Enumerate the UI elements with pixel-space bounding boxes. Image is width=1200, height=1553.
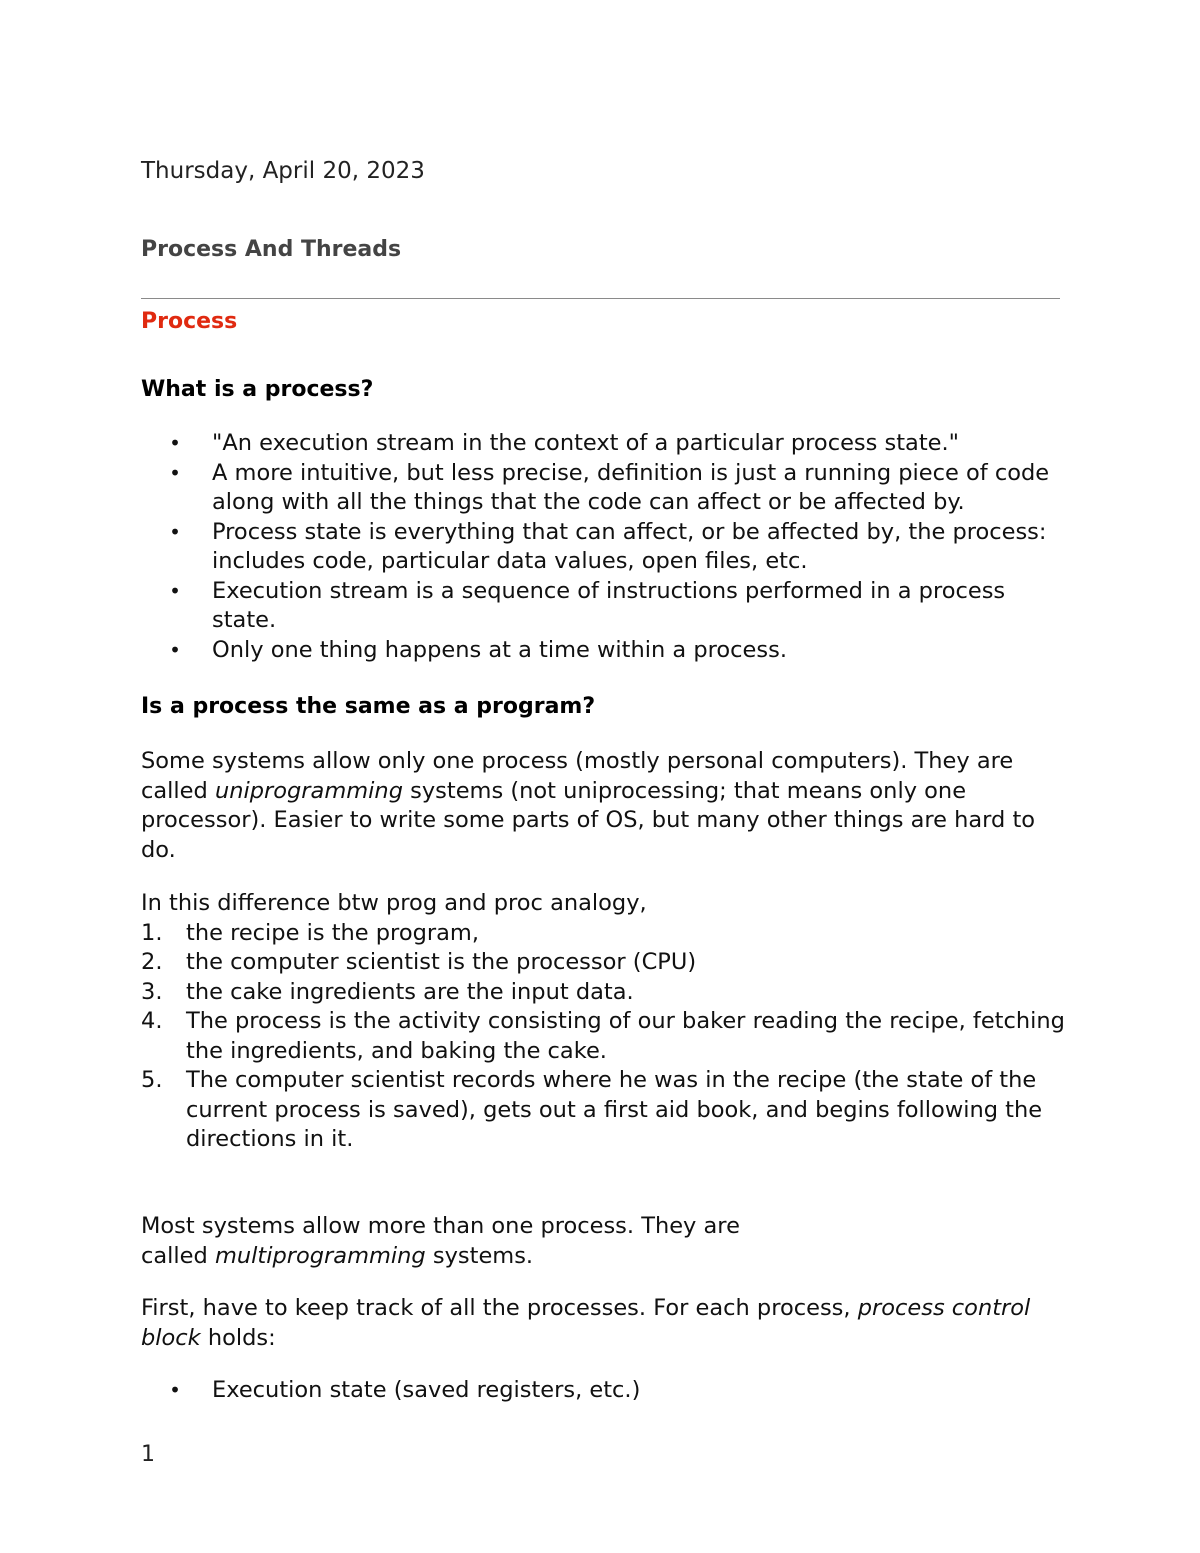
list-item (141, 919, 1071, 949)
list-item (141, 978, 1071, 1008)
list-number: 1. (141, 919, 163, 946)
title-divider (141, 298, 1060, 299)
paragraph-text: systems (not uniprocessing; that means only one processor). Easier to write some parts of OS, but many other things are hard to do. (141, 777, 1036, 863)
bullet-icon: • (169, 1378, 181, 1402)
paragraph-intro: In this difference btw prog and proc analogy, (141, 890, 647, 916)
paragraph-text: called (141, 1242, 215, 1269)
list-item-text: Process state is everything that can affect, or be affected by, the process: includes code, particular data values, open files, etc. (212, 518, 1047, 574)
emphasis-term: process control block (141, 1295, 1031, 1351)
list-item-text: Execution stream is a sequence of instructions performed in a process state. (212, 577, 1006, 633)
emphasis-term: multiprogramming (214, 1242, 426, 1269)
bullet-list-process-definition (141, 429, 1071, 665)
list-number: 5. (141, 1067, 163, 1093)
list-number: 4. (141, 1008, 163, 1034)
paragraph-multiprogramming (141, 1212, 1071, 1271)
paragraph-text: holds: (200, 1324, 276, 1351)
bullet-icon: • (169, 431, 181, 455)
page-title: Process And Threads (141, 237, 402, 262)
list-item (141, 577, 1071, 636)
list-number: 2. (141, 949, 163, 975)
list-item-text: the recipe is the program, (186, 919, 479, 946)
document-date: Thursday, April 20, 2023 (141, 158, 425, 184)
bullet-icon: • (169, 637, 181, 662)
question-what-is-process: What is a process? (141, 377, 374, 402)
list-item (141, 518, 1071, 577)
paragraph-text: systems. (425, 1242, 534, 1269)
analogy-section (141, 889, 1071, 1155)
list-item-text: The computer scientist records where he was in the recipe (the state of the current process is saved), gets out a first aid book, and begins following the directions in it. (186, 1067, 1043, 1152)
list-number: 3. (141, 978, 163, 1005)
list-item (141, 1066, 1071, 1155)
emphasis-term: uniprogramming (214, 777, 403, 804)
paragraph-process-control-block (141, 1294, 1071, 1353)
paragraph-text: First, have to keep track of all the processes. For each process, (141, 1295, 858, 1321)
bullet-icon: • (169, 519, 181, 544)
bullet-icon: • (169, 578, 181, 603)
bullet-list-pcb (141, 1376, 1071, 1406)
list-item-text: Execution state (saved registers, etc.) (212, 1377, 641, 1403)
list-item (141, 459, 1071, 518)
paragraph-uniprogramming (141, 747, 1071, 865)
list-item-text: A more intuitive, but less precise, definition is just a running piece of code along with all the things that the code can affect or be affected by. (212, 459, 1050, 515)
section-heading: Process (141, 309, 238, 334)
question-process-vs-program: Is a process the same as a program? (141, 694, 596, 719)
list-item (141, 948, 1071, 978)
list-item (141, 429, 1071, 459)
list-item-text: Only one thing happens at a time within a process. (212, 636, 787, 663)
list-item (141, 636, 1071, 666)
list-item (141, 1376, 1071, 1406)
list-item-text: the cake ingredients are the input data. (186, 978, 634, 1005)
paragraph-text: Most systems allow more than one process. They are (141, 1213, 740, 1239)
list-item (141, 1007, 1071, 1066)
list-item-text: the computer scientist is the processor (CPU) (186, 949, 697, 975)
list-item-text: "An execution stream in the context of a particular process state." (212, 430, 960, 456)
paragraph-text: Some systems allow only one process (mostly personal computers). They are called (141, 748, 1014, 804)
bullet-icon: • (169, 460, 181, 485)
page-number: 1 (141, 1442, 155, 1467)
list-item-text: The process is the activity consisting of our baker reading the recipe, fetching the ingredients, and baking the cake. (186, 1008, 1065, 1064)
